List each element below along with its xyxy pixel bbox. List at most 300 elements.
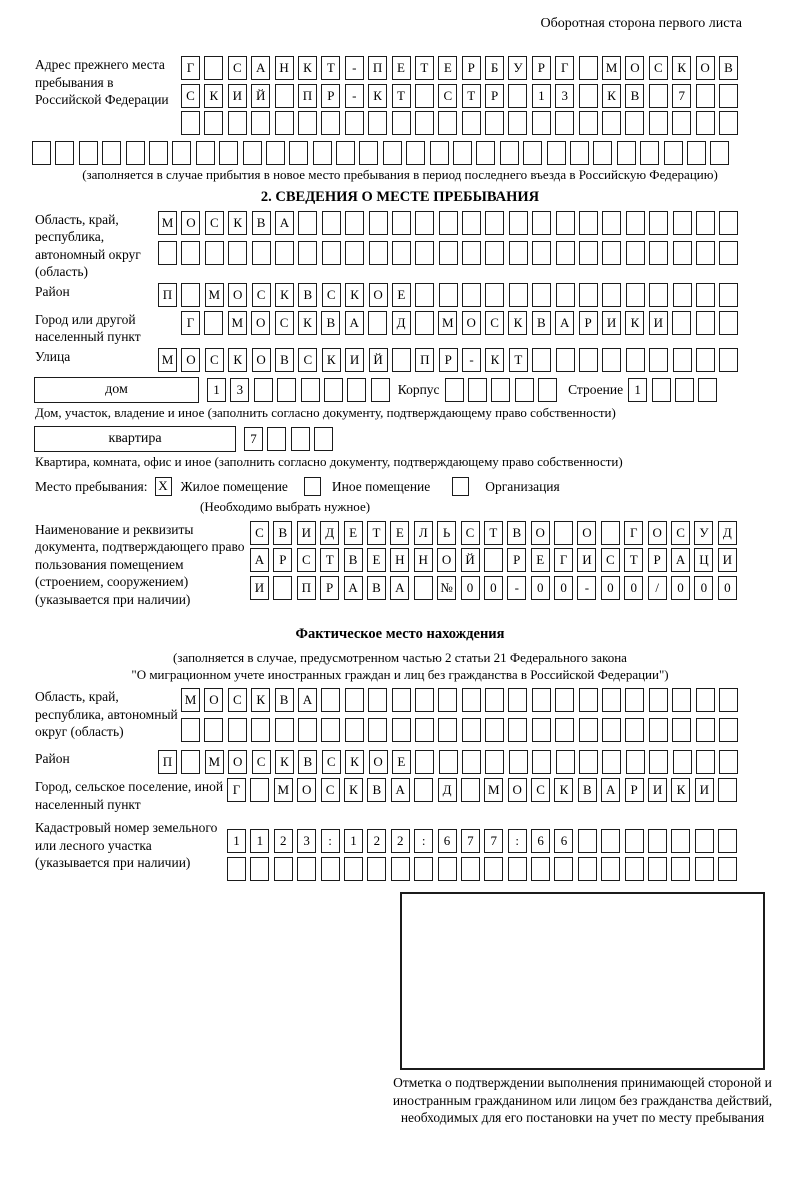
char-cell[interactable]: А: [250, 548, 269, 572]
char-cell[interactable]: Б: [485, 56, 504, 80]
char-cell[interactable]: [664, 141, 683, 165]
char-cell[interactable]: [415, 211, 434, 235]
char-cell[interactable]: Р: [320, 576, 339, 600]
char-cell[interactable]: -: [507, 576, 526, 600]
char-cell[interactable]: [415, 283, 434, 307]
char-cell[interactable]: [484, 548, 503, 572]
char-cell[interactable]: К: [298, 56, 317, 80]
char-cell[interactable]: [696, 84, 715, 108]
char-cell[interactable]: [371, 378, 390, 402]
char-cell[interactable]: Г: [227, 778, 246, 802]
char-cell[interactable]: [649, 111, 668, 135]
char-cell[interactable]: П: [158, 283, 177, 307]
char-cell[interactable]: С: [228, 688, 247, 712]
char-cell[interactable]: М: [274, 778, 293, 802]
char-cell[interactable]: [675, 378, 694, 402]
char-cell[interactable]: В: [532, 311, 551, 335]
char-cell[interactable]: О: [696, 56, 715, 80]
char-cell[interactable]: :: [508, 829, 527, 853]
char-cell[interactable]: К: [275, 283, 294, 307]
char-cell[interactable]: [462, 283, 481, 307]
char-cell[interactable]: О: [625, 56, 644, 80]
char-cell[interactable]: Т: [392, 84, 411, 108]
char-cell[interactable]: Т: [509, 348, 528, 372]
char-cell[interactable]: [696, 348, 715, 372]
char-cell[interactable]: Н: [414, 548, 433, 572]
char-cell[interactable]: В: [344, 548, 363, 572]
char-cell[interactable]: Е: [531, 548, 550, 572]
char-cell[interactable]: О: [369, 283, 388, 307]
char-cell[interactable]: [626, 241, 645, 265]
char-cell[interactable]: [219, 141, 238, 165]
char-cell[interactable]: Г: [624, 521, 643, 545]
char-cell[interactable]: В: [625, 84, 644, 108]
char-cell[interactable]: К: [345, 283, 364, 307]
char-cell[interactable]: М: [181, 688, 200, 712]
char-cell[interactable]: О: [252, 348, 271, 372]
char-cell[interactable]: Н: [275, 56, 294, 80]
char-cell[interactable]: [181, 111, 200, 135]
char-cell[interactable]: Й: [251, 84, 270, 108]
char-cell[interactable]: В: [273, 521, 292, 545]
char-cell[interactable]: [289, 141, 308, 165]
char-cell[interactable]: М: [438, 311, 457, 335]
char-cell[interactable]: [439, 211, 458, 235]
char-cell[interactable]: П: [297, 576, 316, 600]
char-cell[interactable]: О: [462, 311, 481, 335]
char-cell[interactable]: -: [345, 84, 364, 108]
char-cell[interactable]: С: [322, 750, 341, 774]
char-cell[interactable]: У: [508, 56, 527, 80]
char-cell[interactable]: [532, 283, 551, 307]
char-cell[interactable]: [556, 348, 575, 372]
char-cell[interactable]: [266, 141, 285, 165]
char-cell[interactable]: С: [601, 548, 620, 572]
char-cell[interactable]: 6: [438, 829, 457, 853]
char-cell[interactable]: [181, 718, 200, 742]
char-cell[interactable]: К: [485, 348, 504, 372]
char-cell[interactable]: 0: [718, 576, 737, 600]
char-cell[interactable]: [251, 111, 270, 135]
char-cell[interactable]: М: [158, 211, 177, 235]
char-cell[interactable]: [485, 283, 504, 307]
char-cell[interactable]: [485, 688, 504, 712]
char-cell[interactable]: [273, 576, 292, 600]
char-cell[interactable]: [718, 778, 737, 802]
char-cell[interactable]: [228, 111, 247, 135]
char-cell[interactable]: [509, 241, 528, 265]
char-cell[interactable]: [719, 84, 738, 108]
char-cell[interactable]: 1: [227, 829, 246, 853]
char-cell[interactable]: О: [228, 283, 247, 307]
char-cell[interactable]: Р: [439, 348, 458, 372]
char-cell[interactable]: [344, 857, 363, 881]
char-cell[interactable]: П: [415, 348, 434, 372]
char-cell[interactable]: [719, 311, 738, 335]
char-cell[interactable]: [696, 111, 715, 135]
char-cell[interactable]: [601, 829, 620, 853]
char-cell[interactable]: [625, 718, 644, 742]
char-cell[interactable]: [578, 857, 597, 881]
char-cell[interactable]: [250, 857, 269, 881]
char-cell[interactable]: Д: [320, 521, 339, 545]
char-cell[interactable]: [532, 111, 551, 135]
char-cell[interactable]: [313, 141, 332, 165]
char-cell[interactable]: М: [158, 348, 177, 372]
char-cell[interactable]: [626, 750, 645, 774]
char-cell[interactable]: 2: [274, 829, 293, 853]
char-cell[interactable]: [462, 111, 481, 135]
char-cell[interactable]: [485, 241, 504, 265]
char-cell[interactable]: [649, 750, 668, 774]
char-cell[interactable]: [228, 241, 247, 265]
char-cell[interactable]: 7: [484, 829, 503, 853]
char-cell[interactable]: -: [345, 56, 364, 80]
char-cell[interactable]: -: [577, 576, 596, 600]
char-cell[interactable]: [601, 857, 620, 881]
char-cell[interactable]: С: [461, 521, 480, 545]
char-cell[interactable]: [672, 688, 691, 712]
char-cell[interactable]: [695, 857, 714, 881]
char-cell[interactable]: К: [554, 778, 573, 802]
char-cell[interactable]: [532, 718, 551, 742]
char-cell[interactable]: П: [368, 56, 387, 80]
char-cell[interactable]: [468, 378, 487, 402]
char-cell[interactable]: [462, 718, 481, 742]
char-cell[interactable]: В: [719, 56, 738, 80]
char-cell[interactable]: О: [508, 778, 527, 802]
char-cell[interactable]: [196, 141, 215, 165]
char-cell[interactable]: [414, 576, 433, 600]
char-cell[interactable]: М: [228, 311, 247, 335]
char-cell[interactable]: Г: [181, 56, 200, 80]
char-cell[interactable]: И: [718, 548, 737, 572]
char-cell[interactable]: К: [251, 688, 270, 712]
char-cell[interactable]: [322, 241, 341, 265]
char-cell[interactable]: [602, 750, 621, 774]
char-cell[interactable]: [485, 211, 504, 235]
char-cell[interactable]: [556, 283, 575, 307]
char-cell[interactable]: С: [298, 348, 317, 372]
char-cell[interactable]: [181, 750, 200, 774]
char-cell[interactable]: [649, 84, 668, 108]
char-cell[interactable]: [719, 111, 738, 135]
char-cell[interactable]: Р: [507, 548, 526, 572]
char-cell[interactable]: [345, 241, 364, 265]
char-cell[interactable]: [438, 857, 457, 881]
char-cell[interactable]: [369, 241, 388, 265]
char-cell[interactable]: [532, 348, 551, 372]
char-cell[interactable]: [414, 778, 433, 802]
char-cell[interactable]: С: [228, 56, 247, 80]
char-cell[interactable]: [555, 718, 574, 742]
char-cell[interactable]: [461, 857, 480, 881]
char-cell[interactable]: М: [484, 778, 503, 802]
char-cell[interactable]: [640, 141, 659, 165]
char-cell[interactable]: Р: [532, 56, 551, 80]
char-cell[interactable]: [345, 211, 364, 235]
char-cell[interactable]: [345, 718, 364, 742]
char-cell[interactable]: Л: [414, 521, 433, 545]
char-cell[interactable]: [555, 688, 574, 712]
char-cell[interactable]: Р: [273, 548, 292, 572]
char-cell[interactable]: [673, 241, 692, 265]
char-cell[interactable]: [462, 241, 481, 265]
char-cell[interactable]: [532, 241, 551, 265]
char-cell[interactable]: 0: [461, 576, 480, 600]
char-cell[interactable]: [462, 688, 481, 712]
char-cell[interactable]: Т: [624, 548, 643, 572]
char-cell[interactable]: И: [345, 348, 364, 372]
char-cell[interactable]: [462, 211, 481, 235]
char-cell[interactable]: [523, 141, 542, 165]
char-cell[interactable]: [406, 141, 425, 165]
char-cell[interactable]: Д: [718, 521, 737, 545]
char-cell[interactable]: [719, 348, 738, 372]
char-cell[interactable]: [508, 688, 527, 712]
char-cell[interactable]: [617, 141, 636, 165]
char-cell[interactable]: О: [369, 750, 388, 774]
char-cell[interactable]: [392, 348, 411, 372]
char-cell[interactable]: [625, 829, 644, 853]
char-cell[interactable]: М: [205, 283, 224, 307]
char-cell[interactable]: [172, 141, 191, 165]
char-cell[interactable]: [291, 427, 310, 451]
char-cell[interactable]: [204, 718, 223, 742]
char-cell[interactable]: Р: [462, 56, 481, 80]
char-cell[interactable]: [687, 141, 706, 165]
char-cell[interactable]: [556, 750, 575, 774]
char-cell[interactable]: [324, 378, 343, 402]
char-cell[interactable]: [391, 857, 410, 881]
char-cell[interactable]: [55, 141, 74, 165]
char-cell[interactable]: [79, 141, 98, 165]
char-cell[interactable]: 1: [207, 378, 226, 402]
char-cell[interactable]: [485, 111, 504, 135]
char-cell[interactable]: [301, 378, 320, 402]
char-cell[interactable]: [625, 111, 644, 135]
char-cell[interactable]: [673, 348, 692, 372]
char-cell[interactable]: [672, 311, 691, 335]
char-cell[interactable]: [149, 141, 168, 165]
char-cell[interactable]: С: [321, 778, 340, 802]
char-cell[interactable]: [500, 141, 519, 165]
char-cell[interactable]: С: [297, 548, 316, 572]
char-cell[interactable]: [415, 688, 434, 712]
char-cell[interactable]: [649, 211, 668, 235]
char-cell[interactable]: [718, 857, 737, 881]
char-cell[interactable]: [275, 111, 294, 135]
char-cell[interactable]: [491, 378, 510, 402]
char-cell[interactable]: [251, 718, 270, 742]
char-cell[interactable]: [461, 778, 480, 802]
char-cell[interactable]: В: [507, 521, 526, 545]
char-cell[interactable]: [383, 141, 402, 165]
char-cell[interactable]: 3: [555, 84, 574, 108]
char-cell[interactable]: [298, 211, 317, 235]
char-cell[interactable]: [602, 718, 621, 742]
char-cell[interactable]: И: [297, 521, 316, 545]
char-cell[interactable]: Т: [320, 548, 339, 572]
char-cell[interactable]: :: [414, 829, 433, 853]
char-cell[interactable]: С: [250, 521, 269, 545]
char-cell[interactable]: [158, 241, 177, 265]
char-cell[interactable]: В: [252, 211, 271, 235]
char-cell[interactable]: О: [297, 778, 316, 802]
char-cell[interactable]: К: [275, 750, 294, 774]
char-cell[interactable]: О: [228, 750, 247, 774]
char-cell[interactable]: [719, 750, 738, 774]
char-cell[interactable]: [538, 378, 557, 402]
char-cell[interactable]: [204, 56, 223, 80]
char-cell[interactable]: [336, 141, 355, 165]
char-cell[interactable]: [484, 857, 503, 881]
char-cell[interactable]: [601, 521, 620, 545]
char-cell[interactable]: [602, 283, 621, 307]
char-cell[interactable]: [672, 718, 691, 742]
char-cell[interactable]: А: [298, 688, 317, 712]
char-cell[interactable]: К: [345, 750, 364, 774]
char-cell[interactable]: [392, 718, 411, 742]
char-cell[interactable]: П: [298, 84, 317, 108]
char-cell[interactable]: В: [367, 778, 386, 802]
char-cell[interactable]: [554, 521, 573, 545]
char-cell[interactable]: [718, 829, 737, 853]
char-cell[interactable]: С: [649, 56, 668, 80]
char-cell[interactable]: [314, 427, 333, 451]
char-cell[interactable]: Д: [438, 778, 457, 802]
char-cell[interactable]: [415, 241, 434, 265]
char-cell[interactable]: О: [577, 521, 596, 545]
char-cell[interactable]: [368, 311, 387, 335]
char-cell[interactable]: [485, 718, 504, 742]
char-cell[interactable]: [649, 718, 668, 742]
char-cell[interactable]: [649, 283, 668, 307]
char-cell[interactable]: [439, 241, 458, 265]
char-cell[interactable]: 0: [601, 576, 620, 600]
char-cell[interactable]: К: [602, 84, 621, 108]
char-cell[interactable]: С: [252, 750, 271, 774]
char-cell[interactable]: [625, 857, 644, 881]
char-cell[interactable]: Г: [181, 311, 200, 335]
char-cell[interactable]: [347, 378, 366, 402]
char-cell[interactable]: Е: [438, 56, 457, 80]
char-cell[interactable]: 7: [672, 84, 691, 108]
char-cell[interactable]: И: [648, 778, 667, 802]
char-cell[interactable]: [579, 241, 598, 265]
char-cell[interactable]: [368, 688, 387, 712]
char-cell[interactable]: Г: [554, 548, 573, 572]
char-cell[interactable]: -: [462, 348, 481, 372]
char-cell[interactable]: [532, 211, 551, 235]
char-cell[interactable]: [579, 348, 598, 372]
char-cell[interactable]: [322, 211, 341, 235]
char-cell[interactable]: [532, 750, 551, 774]
char-cell[interactable]: [710, 141, 729, 165]
char-cell[interactable]: [359, 141, 378, 165]
char-cell[interactable]: К: [298, 311, 317, 335]
char-cell[interactable]: М: [205, 750, 224, 774]
char-cell[interactable]: О: [251, 311, 270, 335]
char-cell[interactable]: [579, 718, 598, 742]
char-cell[interactable]: С: [671, 521, 690, 545]
char-cell[interactable]: [626, 211, 645, 235]
char-cell[interactable]: [556, 211, 575, 235]
char-cell[interactable]: К: [204, 84, 223, 108]
char-cell[interactable]: [698, 378, 717, 402]
char-cell[interactable]: К: [625, 311, 644, 335]
char-cell[interactable]: [696, 718, 715, 742]
char-cell[interactable]: Р: [321, 84, 340, 108]
char-cell[interactable]: [181, 241, 200, 265]
char-cell[interactable]: [438, 688, 457, 712]
char-cell[interactable]: [509, 283, 528, 307]
char-cell[interactable]: 1: [344, 829, 363, 853]
char-cell[interactable]: А: [251, 56, 270, 80]
char-cell[interactable]: Ь: [437, 521, 456, 545]
char-cell[interactable]: К: [228, 211, 247, 235]
char-cell[interactable]: О: [437, 548, 456, 572]
char-cell[interactable]: [579, 111, 598, 135]
char-cell[interactable]: [298, 718, 317, 742]
char-cell[interactable]: 0: [694, 576, 713, 600]
char-cell[interactable]: [204, 111, 223, 135]
char-cell[interactable]: [509, 211, 528, 235]
char-cell[interactable]: [547, 141, 566, 165]
char-cell[interactable]: [485, 750, 504, 774]
char-cell[interactable]: Е: [344, 521, 363, 545]
char-cell[interactable]: [625, 688, 644, 712]
char-cell[interactable]: 0: [671, 576, 690, 600]
char-cell[interactable]: [369, 211, 388, 235]
char-cell[interactable]: В: [298, 750, 317, 774]
char-cell[interactable]: К: [368, 84, 387, 108]
char-cell[interactable]: [515, 378, 534, 402]
char-cell[interactable]: [579, 56, 598, 80]
char-cell[interactable]: [719, 283, 738, 307]
char-cell[interactable]: [673, 283, 692, 307]
char-cell[interactable]: С: [485, 311, 504, 335]
char-cell[interactable]: [462, 750, 481, 774]
char-cell[interactable]: 7: [244, 427, 263, 451]
char-cell[interactable]: [277, 378, 296, 402]
char-cell[interactable]: [626, 283, 645, 307]
char-cell[interactable]: [579, 688, 598, 712]
char-cell[interactable]: [368, 111, 387, 135]
char-cell[interactable]: Р: [648, 548, 667, 572]
char-cell[interactable]: О: [648, 521, 667, 545]
char-cell[interactable]: [254, 378, 273, 402]
char-cell[interactable]: Н: [390, 548, 409, 572]
char-cell[interactable]: [476, 141, 495, 165]
char-cell[interactable]: И: [695, 778, 714, 802]
char-cell[interactable]: [579, 750, 598, 774]
char-cell[interactable]: [102, 141, 121, 165]
char-cell[interactable]: О: [204, 688, 223, 712]
char-cell[interactable]: [430, 141, 449, 165]
char-cell[interactable]: [579, 283, 598, 307]
char-cell[interactable]: С: [252, 283, 271, 307]
char-cell[interactable]: [532, 688, 551, 712]
char-cell[interactable]: [275, 241, 294, 265]
char-cell[interactable]: [673, 211, 692, 235]
char-cell[interactable]: А: [345, 311, 364, 335]
char-cell[interactable]: 6: [531, 829, 550, 853]
char-cell[interactable]: [602, 348, 621, 372]
char-cell[interactable]: 6: [554, 829, 573, 853]
char-cell[interactable]: И: [649, 311, 668, 335]
char-cell[interactable]: Т: [484, 521, 503, 545]
